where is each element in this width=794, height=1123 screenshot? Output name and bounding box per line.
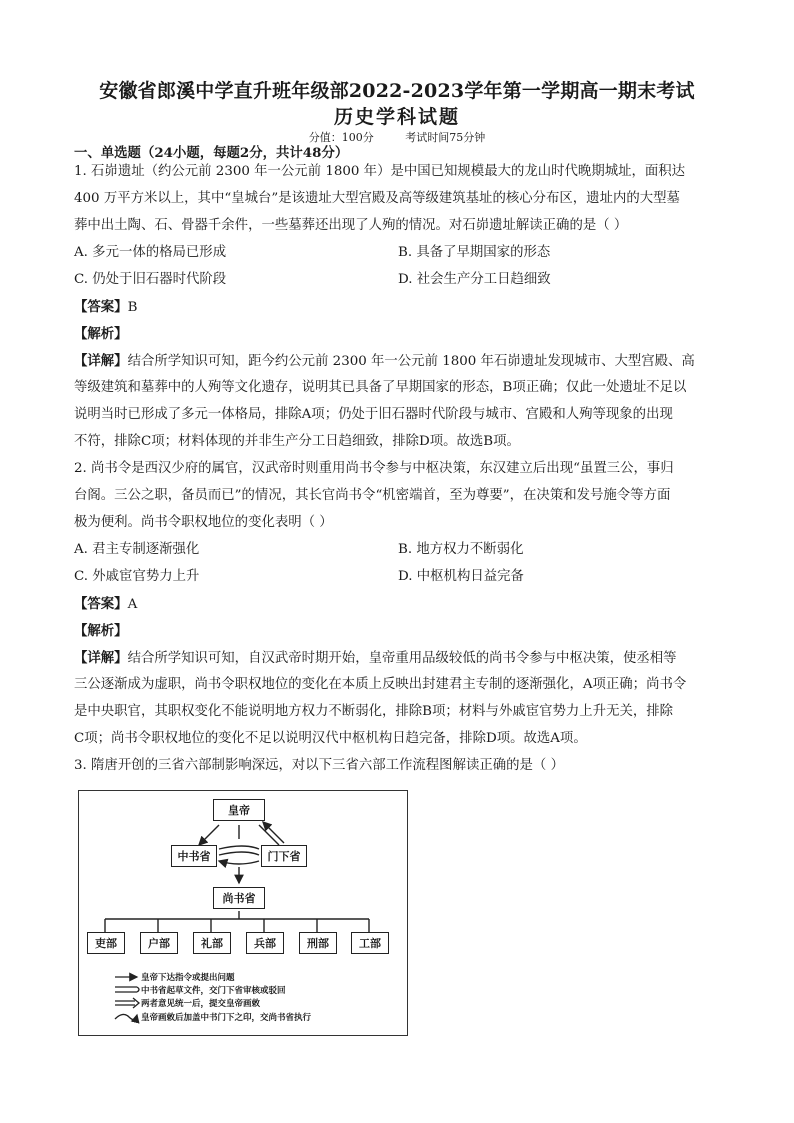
q1-option-d: D. 社会生产分工日趋细致 xyxy=(398,272,551,287)
q2-answer xyxy=(74,595,724,614)
legend-item: 两者意见统一后，提交皇帝画敕 xyxy=(141,999,261,1009)
q1-detail-line: 不符，排除C项；材料体现的并非生产分工日趋细致，排除D项。故选B项。 xyxy=(74,434,520,449)
q1-analysis-label: 【解析】 xyxy=(74,326,128,342)
q2-detail-line: C项；尚书令职权地位的变化不足以说明汉代中枢机构日趋完备，排除D项。故选A项。 xyxy=(74,731,587,746)
q2-line: 极为便利。尚书令职权地位的变化表明（ ） xyxy=(74,515,333,530)
q2-detail-line: 三公逐渐成为虚职，尚书令职权地位的变化在本质上反映出封建君主专制的逐渐强化，A项正确；尚书令 xyxy=(74,677,687,692)
score-info: 分值：100分 xyxy=(308,131,374,144)
q1-detail-line: 结合所学知识可知，距今约公元前 2300 年一公元前 1800 年石峁遗址发现城市、大型宫殿、高 xyxy=(127,354,695,369)
q1-answer xyxy=(74,298,724,317)
q1-option-a: A. 多元一体的格局已形成 xyxy=(74,245,227,260)
q2-detail-line: 结合所学知识可知，自汉武帝时期开始，皇帝重用品级较低的尚书令参与中枢决策，使丞相等 xyxy=(127,651,677,666)
q3-line: 3. 隋唐开创的三省六部制影响深远，对以下三省六部工作流程图解读正确的是（ ） xyxy=(74,758,564,773)
shangshu-box: 尚书省 xyxy=(213,887,265,909)
legend-item: 中书省起草文件，交门下省审核或驳回 xyxy=(141,986,286,996)
q1-option-b: B. 具备了早期国家的形态 xyxy=(398,245,551,260)
q2-line: 2. 尚书令是西汉少府的属官，汉武帝时则重用尚书令参与中枢决策，东汉建立后出现“虽置三公，事归 xyxy=(74,461,674,476)
detail-label: 【详解】 xyxy=(74,353,128,369)
menxia-box: 门下省 xyxy=(261,845,307,867)
answer-value: A xyxy=(127,597,138,612)
answer-label: 【答案】 xyxy=(74,596,128,612)
emperor-box: 皇帝 xyxy=(213,799,265,821)
q1-line: 葬中出土陶、石、骨器千余件，一些墓葬还出现了人殉的情况。对石峁遗址解读正确的是（ ） xyxy=(74,218,628,233)
q2-line: 台阁。三公之职，备员而已”的情况，其长官尚书令“机密端首，至为尊要”，在决策和发号施令等方面 xyxy=(74,488,671,503)
ministry-box: 刑部 xyxy=(299,932,337,954)
legend-item: 皇帝下达指令或提出问题 xyxy=(141,973,235,983)
legend-item: 皇帝画敕后加盖中书门下之印，交尚书省执行 xyxy=(141,1013,312,1023)
exam-meta xyxy=(0,129,794,145)
ministry-box: 吏部 xyxy=(87,932,125,954)
ministry-box: 兵部 xyxy=(246,932,284,954)
three-departments-diagram xyxy=(78,790,408,1036)
q1-option-c: C. 仍处于旧石器时代阶段 xyxy=(74,272,227,287)
answer-value: B xyxy=(127,300,138,315)
q2-option-d: D. 中枢机构日益完备 xyxy=(398,569,524,584)
q2-option-b: B. 地方权力不断弱化 xyxy=(398,542,524,557)
time-info: 考试时间75分钟 xyxy=(405,131,486,144)
exam-title: 安徽省郎溪中学直升班年级部2022-2023学年第一学期高一期末考试 xyxy=(99,80,695,102)
q1-detail-line: 等级建筑和墓葬中的人殉等文化遗存，说明其已具备了早期国家的形态，B项正确；仅此一处遗址不足以 xyxy=(74,380,687,395)
q1-detail-line: 说明当时已形成了多元一体格局，排除A项；仍处于旧石器时代阶段与城市、宫殿和人殉等现象的出现 xyxy=(74,407,673,422)
exam-subtitle: 历史学科试题 xyxy=(333,106,460,128)
zhongshu-box: 中书省 xyxy=(171,845,217,867)
q1-line: 1. 石峁遗址（约公元前 2300 年一公元前 1800 年）是中国已知规模最大的龙山时代晚期城址，面积达 xyxy=(74,164,686,179)
q2-option-a: A. 君主专制逐渐强化 xyxy=(74,542,200,557)
ministry-box: 户部 xyxy=(140,932,178,954)
ministry-box: 工部 xyxy=(351,932,389,954)
q2-option-c: C. 外戚宦官势力上升 xyxy=(74,569,200,584)
q1-line: 400 万平方米以上，其中“皇城台”是该遗址大型宫殿及高等级建筑基址的核心分布区，遗址内的大型墓 xyxy=(74,191,680,206)
detail-label: 【详解】 xyxy=(74,650,128,666)
q2-detail xyxy=(74,649,724,668)
q2-analysis-label: 【解析】 xyxy=(74,623,128,639)
ministry-box: 礼部 xyxy=(193,932,231,954)
q1-detail xyxy=(74,352,724,371)
q2-detail-line: 是中央职官，其职权变化不能说明地方权力不断弱化，排除B项；材料与外戚宦官势力上升无关，排除 xyxy=(74,704,674,719)
answer-label: 【答案】 xyxy=(74,299,128,315)
section-heading: 一、单选题（24小题，每题2分，共计48分） xyxy=(74,145,349,161)
